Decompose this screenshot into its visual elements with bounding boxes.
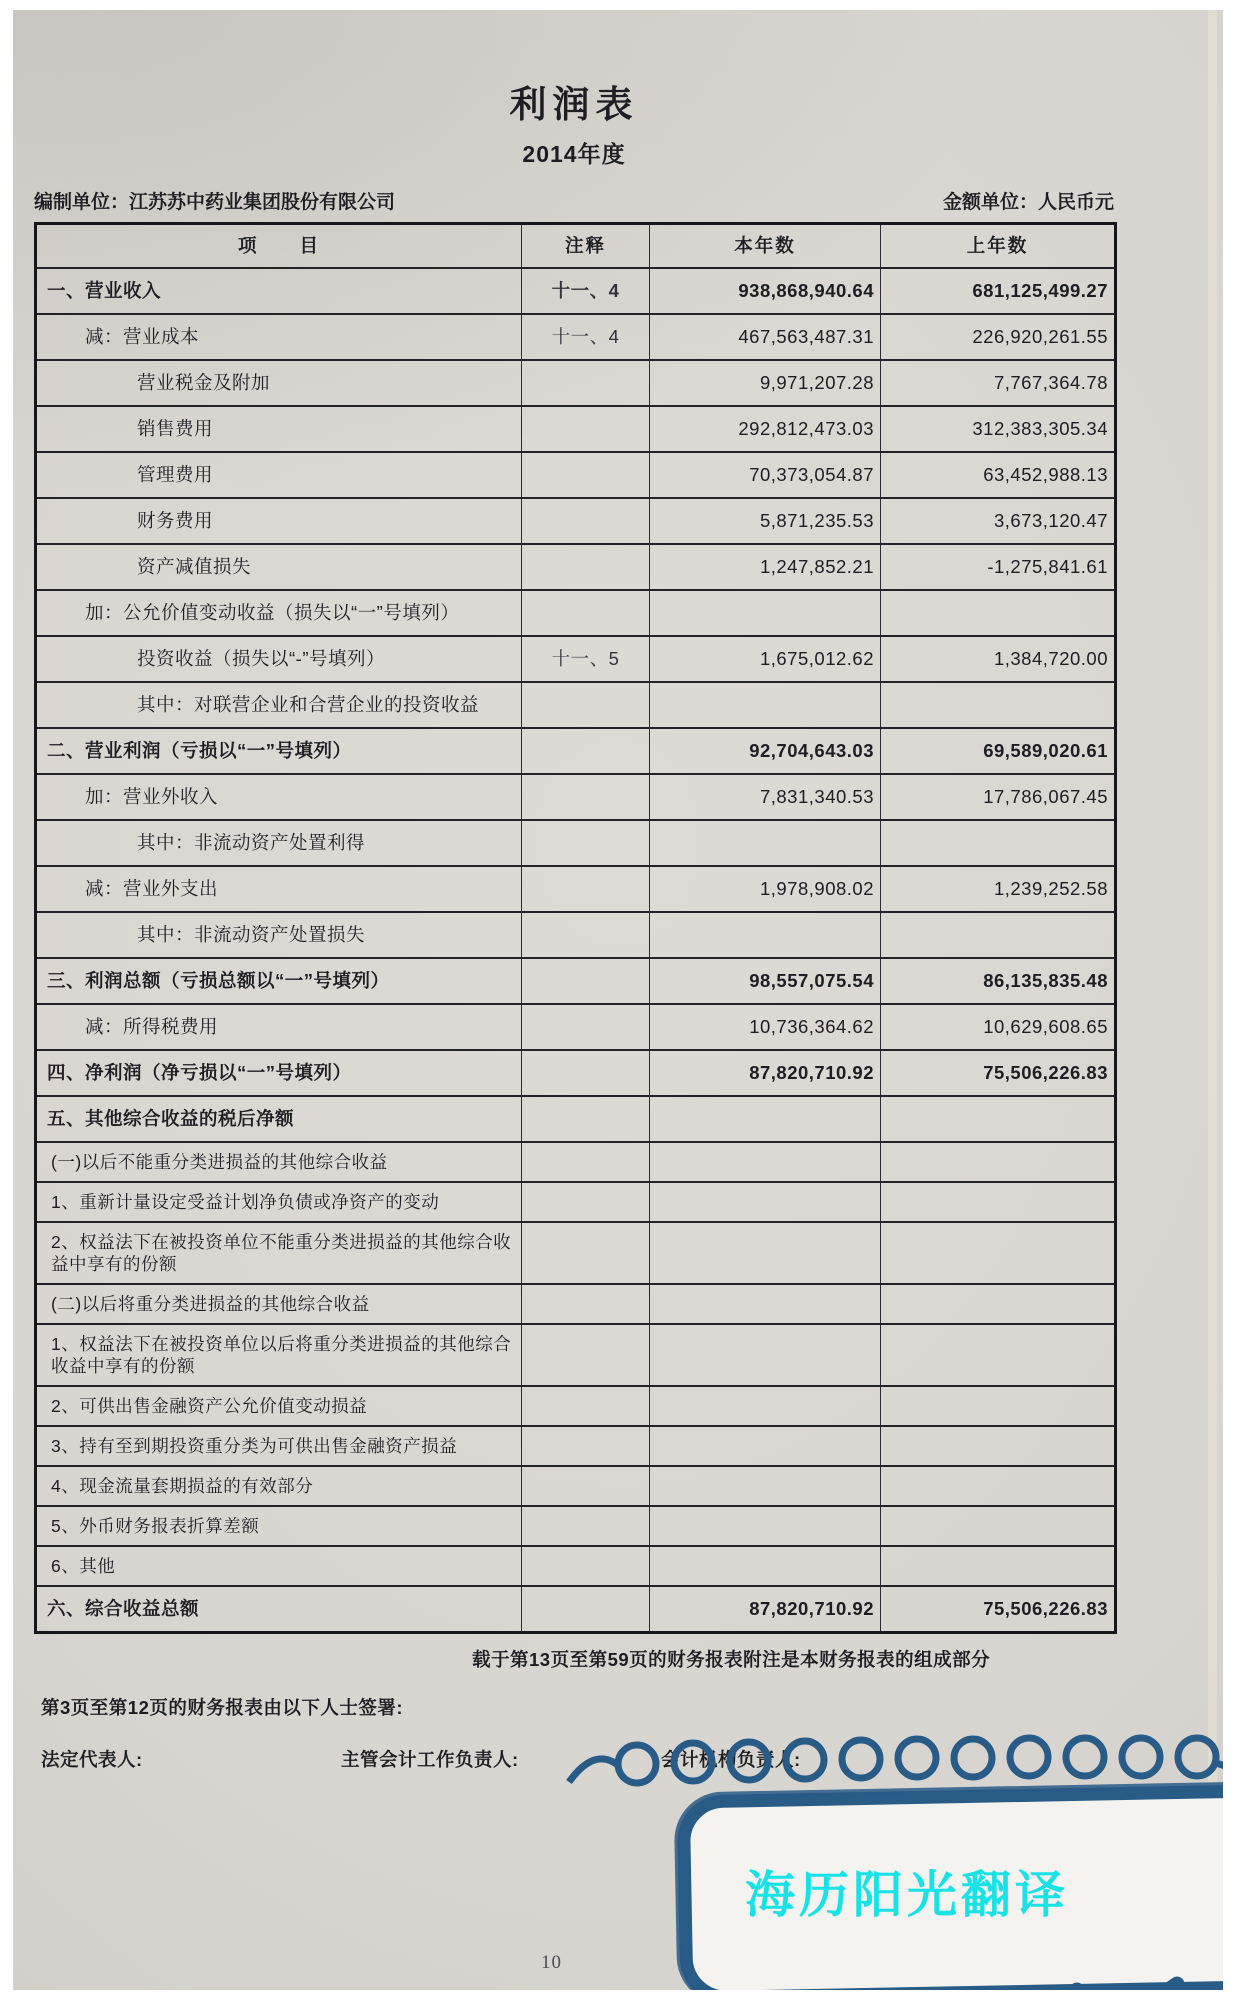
row-current-year-value: [650, 1466, 881, 1506]
row-note: [522, 1586, 650, 1633]
statement-title: 利润表: [509, 84, 639, 125]
accounting-dept-label: 会计机构负责人:: [661, 1749, 801, 1770]
row-note: [522, 682, 650, 728]
row-item-label: 其中：对联营企业和合营企业的投资收益: [36, 682, 522, 728]
table-row: [36, 1050, 1116, 1096]
row-item-label: 财务费用: [36, 498, 522, 544]
row-item-label: 减：营业外支出: [36, 866, 522, 912]
row-note: [522, 1324, 650, 1386]
table-row: [36, 1546, 1116, 1586]
row-current-year-value: [650, 912, 881, 958]
table-row: [36, 360, 1116, 406]
row-item-label: 2、权益法下在被投资单位不能重分类进损益的其他综合收益中享有的份额: [36, 1222, 522, 1284]
header-note: 注释: [522, 224, 650, 269]
row-prior-year-value: [881, 1426, 1116, 1466]
row-note: 十一、4: [522, 268, 650, 314]
row-note: [522, 1050, 650, 1096]
row-current-year-value: 1,675,012.62: [650, 636, 881, 682]
row-note: [522, 590, 650, 636]
row-item-label: 减：所得税费用: [36, 1004, 522, 1050]
row-item-label: 一、营业收入: [36, 268, 522, 314]
row-prior-year-value: 17,786,067.45: [881, 774, 1116, 820]
row-note: [522, 1096, 650, 1142]
table-row: [36, 1506, 1116, 1546]
row-prior-year-value: 226,920,261.55: [881, 314, 1116, 360]
row-item-label: 减：营业成本: [36, 314, 522, 360]
watermark-text: 海历阳光翻译: [745, 1867, 1069, 1923]
row-item-label: 三、利润总额（亏损总额以“一”号填列）: [36, 958, 522, 1004]
row-current-year-value: 1,247,852.21: [650, 544, 881, 590]
row-item-label: 加：公允价值变动收益（损失以“一”号填列）: [36, 590, 522, 636]
row-item-label: 其中：非流动资产处置利得: [36, 820, 522, 866]
statement-meta-row: [34, 187, 1114, 214]
table-row: [36, 314, 1116, 360]
legal-representative-label: 法定代表人:: [41, 1749, 143, 1770]
row-prior-year-value: [881, 1284, 1116, 1324]
currency-value: 人民币元: [1037, 192, 1114, 213]
row-note: [522, 1182, 650, 1222]
row-note: [522, 1466, 650, 1506]
attachment-note: 载于第13页至第59页的财务报表附注是本财务报表的组成部分: [472, 1649, 991, 1670]
row-note: [522, 958, 650, 1004]
row-current-year-value: [650, 1222, 881, 1284]
row-prior-year-value: [881, 1466, 1116, 1506]
currency-label: 金额单位：: [942, 192, 1038, 213]
table-row: [36, 1466, 1116, 1506]
row-item-label: 管理费用: [36, 452, 522, 498]
row-item-label: 5、外币财务报表折算差额: [36, 1506, 522, 1546]
row-note: 十一、4: [522, 314, 650, 360]
income-statement-table: [34, 222, 1117, 1634]
row-note: [522, 360, 650, 406]
row-current-year-value: 938,868,940.64: [650, 268, 881, 314]
row-current-year-value: 98,557,075.54: [650, 958, 881, 1004]
row-current-year-value: [650, 1324, 881, 1386]
row-prior-year-value: 63,452,988.13: [881, 452, 1116, 498]
table-row: [36, 1142, 1116, 1182]
row-prior-year-value: -1,275,841.61: [881, 544, 1116, 590]
row-current-year-value: [650, 1284, 881, 1324]
row-current-year-value: 292,812,473.03: [650, 406, 881, 452]
row-prior-year-value: [881, 912, 1116, 958]
table-row: [36, 912, 1116, 958]
row-prior-year-value: [881, 590, 1116, 636]
row-current-year-value: 7,831,340.53: [650, 774, 881, 820]
row-current-year-value: 87,820,710.92: [650, 1586, 881, 1633]
row-item-label: (一)以后不能重分类进损益的其他综合收益: [36, 1142, 522, 1182]
row-current-year-value: [650, 1182, 881, 1222]
table-row: [36, 590, 1116, 636]
row-current-year-value: 5,871,235.53: [650, 498, 881, 544]
row-note: 十一、5: [522, 636, 650, 682]
row-current-year-value: [650, 1426, 881, 1466]
row-item-label: 6、其他: [36, 1546, 522, 1586]
row-note: [522, 1004, 650, 1050]
table-row: [36, 820, 1116, 866]
table-row: [36, 636, 1116, 682]
header-item: 项 目: [36, 224, 522, 269]
table-row: [36, 1284, 1116, 1324]
row-prior-year-value: 86,135,835.48: [881, 958, 1116, 1004]
row-current-year-value: 9,971,207.28: [650, 360, 881, 406]
row-prior-year-value: 312,383,305.34: [881, 406, 1116, 452]
row-item-label: 加：营业外收入: [36, 774, 522, 820]
row-current-year-value: 1,978,908.02: [650, 866, 881, 912]
income-table-body: [36, 268, 1116, 1633]
row-prior-year-value: [881, 1182, 1116, 1222]
row-note: [522, 820, 650, 866]
prepared-by: [34, 187, 395, 214]
row-current-year-value: [650, 682, 881, 728]
row-note: [522, 1142, 650, 1182]
row-prior-year-value: 75,506,226.83: [881, 1586, 1116, 1633]
row-prior-year-value: [881, 1506, 1116, 1546]
row-current-year-value: 467,563,487.31: [650, 314, 881, 360]
table-row: [36, 1386, 1116, 1426]
table-row: [36, 1426, 1116, 1466]
row-current-year-value: [650, 1546, 881, 1586]
row-item-label: 1、重新计量设定受益计划净负债或净资产的变动: [36, 1182, 522, 1222]
prepared-by-value: 江苏苏中药业集团股份有限公司: [129, 192, 396, 213]
row-item-label: 其中：非流动资产处置损失: [36, 912, 522, 958]
signed-by-note: 第3页至第12页的财务报表由以下人士签署:: [41, 1697, 404, 1718]
table-row: [36, 498, 1116, 544]
row-note: [522, 498, 650, 544]
row-item-label: 五、其他综合收益的税后净额: [36, 1096, 522, 1142]
row-note: [522, 452, 650, 498]
row-current-year-value: [650, 1506, 881, 1546]
row-prior-year-value: [881, 1096, 1116, 1142]
row-current-year-value: 92,704,643.03: [650, 728, 881, 774]
row-item-label: 四、净利润（净亏损以“一”号填列）: [36, 1050, 522, 1096]
row-note: [522, 866, 650, 912]
table-row: [36, 728, 1116, 774]
translation-watermark-doodle: [565, 1732, 1223, 1990]
statement-period: 2014年度: [522, 141, 626, 167]
table-row: [36, 866, 1116, 912]
chief-accountant-label: 主管会计工作负责人:: [341, 1749, 519, 1770]
row-item-label: (二)以后将重分类进损益的其他综合收益: [36, 1284, 522, 1324]
row-prior-year-value: 69,589,020.61: [881, 728, 1116, 774]
table-row: [36, 452, 1116, 498]
row-note: [522, 1222, 650, 1284]
doodle-loops-icon: [569, 1738, 1223, 1783]
currency-unit: [943, 187, 1114, 214]
row-item-label: 1、权益法下在被投资单位以后将重分类进损益的其他综合收益中享有的份额: [36, 1324, 522, 1386]
row-note: [522, 1386, 650, 1426]
scanned-paper: [13, 10, 1223, 1990]
row-note: [522, 1284, 650, 1324]
table-header-row: [36, 224, 1116, 269]
row-prior-year-value: [881, 820, 1116, 866]
row-note: [522, 406, 650, 452]
row-prior-year-value: 10,629,608.65: [881, 1004, 1116, 1050]
table-row: [36, 1182, 1116, 1222]
row-prior-year-value: [881, 1546, 1116, 1586]
row-prior-year-value: [881, 1142, 1116, 1182]
row-item-label: 营业税金及附加: [36, 360, 522, 406]
row-prior-year-value: 3,673,120.47: [881, 498, 1116, 544]
row-prior-year-value: [881, 682, 1116, 728]
table-row: [36, 1222, 1116, 1284]
row-current-year-value: 70,373,054.87: [650, 452, 881, 498]
header-prior-year: 上年数: [881, 224, 1116, 269]
row-item-label: 资产减值损失: [36, 544, 522, 590]
row-note: [522, 1546, 650, 1586]
table-row: [36, 958, 1116, 1004]
row-prior-year-value: [881, 1386, 1116, 1426]
row-note: [522, 728, 650, 774]
row-current-year-value: [650, 1096, 881, 1142]
row-note: [522, 1426, 650, 1466]
table-row: [36, 1096, 1116, 1142]
table-row: [36, 406, 1116, 452]
row-prior-year-value: 681,125,499.27: [881, 268, 1116, 314]
row-item-label: 2、可供出售金融资产公允价值变动损益: [36, 1386, 522, 1426]
table-row: [36, 1004, 1116, 1050]
row-current-year-value: [650, 1386, 881, 1426]
row-item-label: 二、营业利润（亏损以“一”号填列）: [36, 728, 522, 774]
table-row: [36, 1586, 1116, 1633]
row-prior-year-value: 1,239,252.58: [881, 866, 1116, 912]
row-prior-year-value: [881, 1324, 1116, 1386]
row-prior-year-value: 1,384,720.00: [881, 636, 1116, 682]
row-item-label: 3、持有至到期投资重分类为可供出售金融资产损益: [36, 1426, 522, 1466]
row-current-year-value: [650, 1142, 881, 1182]
row-note: [522, 544, 650, 590]
row-prior-year-value: 75,506,226.83: [881, 1050, 1116, 1096]
header-current-year: 本年数: [650, 224, 881, 269]
table-row: [36, 682, 1116, 728]
row-note: [522, 912, 650, 958]
table-row: [36, 1324, 1116, 1386]
page-number: 10: [541, 1952, 562, 1973]
row-item-label: 投资收益（损失以“-”号填列）: [36, 636, 522, 682]
prepared-by-label: 编制单位：: [34, 192, 130, 213]
row-item-label: 六、综合收益总额: [36, 1586, 522, 1633]
row-current-year-value: [650, 590, 881, 636]
table-row: [36, 774, 1116, 820]
row-current-year-value: [650, 820, 881, 866]
row-current-year-value: 87,820,710.92: [650, 1050, 881, 1096]
table-row: [36, 544, 1116, 590]
row-prior-year-value: [881, 1222, 1116, 1284]
row-prior-year-value: 7,767,364.78: [881, 360, 1116, 406]
row-item-label: 4、现金流量套期损益的有效部分: [36, 1466, 522, 1506]
row-item-label: 销售费用: [36, 406, 522, 452]
row-note: [522, 1506, 650, 1546]
row-note: [522, 774, 650, 820]
row-current-year-value: 10,736,364.62: [650, 1004, 881, 1050]
table-row: [36, 268, 1116, 314]
